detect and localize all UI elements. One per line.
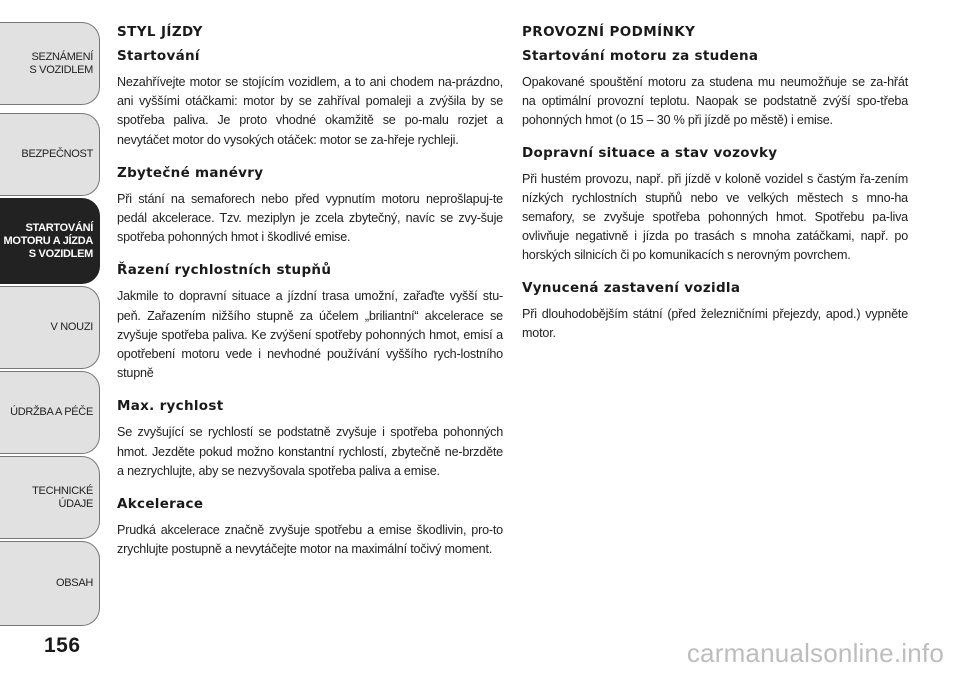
paragraph-dopravni-situace: Při hustém provozu, např. při jízdě v koloně vozidel s častým řa-zením nízkých rychlostních stupňů nebo ve velkých městech s mno-ha semafory, se zvyšuje spotřeba pohonných hmot. Spotřebu pa-liva ovlivňuje negativně i jízda po trasách s mnoha zatáčkami, např. po horských silnicích či po komunikacích s nerovným povrchem. — [522, 171, 908, 263]
section-title-provozni-podminky: PROVOZNÍ PODMÍNKY — [522, 24, 696, 40]
tab-seznameni-s-vozidlem[interactable]: SEZNÁMENÍ S VOZIDLEM — [0, 22, 100, 105]
paragraph-akcelerace: Prudká akcelerace značně zvyšuje spotřebu a emise škodlivin, pro-to zrychlujte postupně a nevytáčejte motor na maximální točivý moment. — [117, 523, 503, 557]
tab-obsah[interactable]: OBSAH — [0, 541, 100, 626]
watermark-text: carmanualsonline.info — [686, 638, 944, 668]
paragraph-vynucena-zastaveni: Při dlouhodobějším státní (před železničními přejezdy, apod.) vypněte motor. — [522, 306, 908, 340]
tab-bezpecnost[interactable]: BEZPEČNOST — [0, 113, 100, 196]
paragraph-startovani-za-studena: Opakované spouštění motoru za studena mu neumožňuje se za-hřát na optimální provozní teplotu. Naopak se podstatně zvýší spo-třeba pohonných hmot (o 15 – 30 % při jízdě po městě) i emise. — [522, 75, 908, 128]
paragraph-max-rychlost: Se zvyšující se rychlostí se podstatně zvyšuje i spotřeba pohonných hmot. Jezděte pokud možno konstantní rychlostí, zbytečně ne-brzděte a nezrychlujte, aby se nezvyšovala spotřeba paliva a emise. — [117, 425, 503, 478]
heading-akcelerace: Akcelerace — [117, 496, 204, 513]
paragraph-startovani: Nezahřívejte motor se stojícím vozidlem, a to ani chodem na-prázdno, ani vyššími otáčkami: motor by se zahříval pomaleji a zvýšila by se spotřeba paliva. Je proto vhodné okamžitě se po-malu rozjet a nevytáčet motor do vysokých otáček: motor se za-hřeje rychleji. — [117, 75, 503, 147]
paragraph-razeni-stupnu: Jakmile to dopravní situace a jízdní trasa umožní, zařaďte vyšší stu-peň. Zařazením nižšího stupně za účelem „briliantní“ akcelerace se zvyšuje spotřeba paliva. Ke zvýšení spotřeby pohonných hmot, emisí a opotřebení motoru vede i nevhodné používání vyššího rych-lostního stupně — [117, 289, 503, 381]
heading-razeni-stupnu: Řazení rychlostních stupňů — [117, 262, 332, 279]
page-number: 156 — [44, 634, 81, 657]
heading-vynucena-zastaveni: Vynucená zastavení vozidla — [522, 279, 741, 296]
tab-technicke-udaje[interactable]: TECHNICKÉ ÚDAJE — [0, 456, 100, 539]
heading-zbytecne-manevry: Zbytečné manévry — [117, 164, 264, 181]
tab-udrzba-a-pece[interactable]: ÚDRŽBA A PÉČE — [0, 371, 100, 454]
heading-dopravni-situace: Dopravní situace a stav vozovky — [522, 144, 778, 161]
side-tab-navigation — [0, 0, 102, 677]
heading-startovani: Startování — [117, 48, 200, 64]
heading-max-rychlost: Max. rychlost — [117, 398, 224, 415]
left-column — [117, 24, 503, 574]
right-column — [522, 24, 908, 357]
section-title-styl-jizdy: STYL JÍZDY — [117, 24, 203, 40]
heading-startovani-za-studena: Startování motoru za studena — [522, 48, 759, 64]
paragraph-zbytecne-manevry: Při stání na semaforech nebo před vypnutím motoru neprošlapuj-te pedál akcelerace. Tzv. meziplyn je zcela zbytečný, navíc se zvy-šuje spotřeba pohonných hmot i škodlivé emise. — [117, 191, 503, 245]
tab-v-nouzi[interactable]: V NOUZI — [0, 286, 100, 369]
tab-startovani-motoru-a-jizda[interactable]: STARTOVÁNÍ MOTORU A JÍZDA S VOZIDLEM — [0, 198, 100, 284]
